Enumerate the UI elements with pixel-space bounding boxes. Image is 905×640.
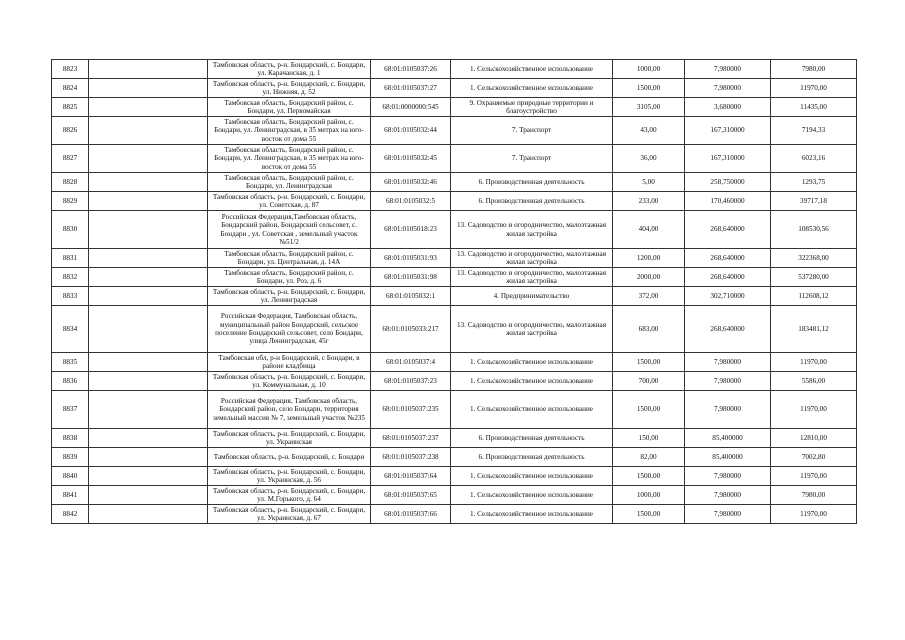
blank-cell bbox=[89, 467, 208, 486]
address-cell: Тамбовская область, р-н. Бондарский, с. Бондари, ул. Ленинградская bbox=[208, 287, 371, 306]
cadastral-number-cell: 68:01:0105037:237 bbox=[371, 429, 451, 448]
area-cell: 1000,00 bbox=[613, 486, 685, 505]
area-cell: 1500,00 bbox=[613, 391, 685, 429]
land-use-cell: 6. Производственная деятельность bbox=[451, 192, 613, 211]
land-use-cell: 4. Предпринимательство bbox=[451, 287, 613, 306]
row-number: 8835 bbox=[52, 353, 89, 372]
table-row bbox=[52, 145, 857, 173]
address-cell: Тамбовская область, р-н. Бондарский, с. Бондари, ул. М.Горького, д. 64 bbox=[208, 486, 371, 505]
blank-cell bbox=[89, 173, 208, 192]
cadastral-number-cell: 68:01:0105037:23 bbox=[371, 372, 451, 391]
blank-cell bbox=[89, 306, 208, 353]
cadastral-value-cell: 7194,33 bbox=[771, 117, 857, 145]
area-cell: 1500,00 bbox=[613, 353, 685, 372]
address-cell: Тамбовская область, Бондарский район, с. Бондари, ул. Ленинградская, в 35 метрах на юго-восток от дома 55 bbox=[208, 145, 371, 173]
address-cell: Тамбовская обл, р-н Бондарский, с Бондари, в районе кладбища bbox=[208, 353, 371, 372]
blank-cell bbox=[89, 249, 208, 268]
area-cell: 5,00 bbox=[613, 173, 685, 192]
row-number: 8831 bbox=[52, 249, 89, 268]
unit-value-cell: 302,710000 bbox=[685, 287, 771, 306]
cadastral-value-cell: 112608,12 bbox=[771, 287, 857, 306]
unit-value-cell: 7,980000 bbox=[685, 391, 771, 429]
cadastral-value-cell: 11970,00 bbox=[771, 505, 857, 524]
area-cell: 683,00 bbox=[613, 306, 685, 353]
land-use-cell: 7. Транспорт bbox=[451, 145, 613, 173]
unit-value-cell: 167,310000 bbox=[685, 117, 771, 145]
unit-value-cell: 268,640000 bbox=[685, 268, 771, 287]
address-cell: Тамбовская область, р-н. Бондарский, с. Бондари, ул. Советская, д. 87 bbox=[208, 192, 371, 211]
blank-cell bbox=[89, 145, 208, 173]
land-use-cell: 13. Садоводство и огородничество, малоэтажная жилая застройка bbox=[451, 249, 613, 268]
cadastral-value-cell: 11970,00 bbox=[771, 391, 857, 429]
land-use-cell: 6. Производственная деятельность bbox=[451, 429, 613, 448]
row-number: 8841 bbox=[52, 486, 89, 505]
cadastral-number-cell: 68:01:0105037:66 bbox=[371, 505, 451, 524]
cadastral-value-cell: 7980,00 bbox=[771, 486, 857, 505]
cadastral-value-cell: 11435,00 bbox=[771, 98, 857, 117]
unit-value-cell: 85,400000 bbox=[685, 429, 771, 448]
table-row bbox=[52, 467, 857, 486]
table-row bbox=[52, 306, 857, 353]
table-row bbox=[52, 391, 857, 429]
cadastral-number-cell: 68:01:0105033:217 bbox=[371, 306, 451, 353]
row-number: 8823 bbox=[52, 60, 89, 79]
blank-cell bbox=[89, 287, 208, 306]
row-number: 8840 bbox=[52, 467, 89, 486]
area-cell: 372,00 bbox=[613, 287, 685, 306]
address-cell: Тамбовская область, р-н. Бондарский, с. Бондари, ул. Карачанская, д. 1 bbox=[208, 60, 371, 79]
land-use-cell: 1. Сельскохозяйственное использование bbox=[451, 391, 613, 429]
table-row bbox=[52, 192, 857, 211]
row-number: 8834 bbox=[52, 306, 89, 353]
cadastral-number-cell: 68:01:0105032:1 bbox=[371, 287, 451, 306]
cadastral-value-cell: 7980,00 bbox=[771, 60, 857, 79]
land-use-cell: 1. Сельскохозяйственное использование bbox=[451, 60, 613, 79]
land-use-cell: 1. Сельскохозяйственное использование bbox=[451, 505, 613, 524]
row-number: 8832 bbox=[52, 268, 89, 287]
area-cell: 404,00 bbox=[613, 211, 685, 249]
address-cell: Российская Федерация,Тамбовская область, Бондарский район, Бондарский сельсовет, с. Бондари , ул. Советская , земельный участок №51/2 bbox=[208, 211, 371, 249]
cadastral-value-table bbox=[51, 59, 857, 524]
table-row bbox=[52, 249, 857, 268]
unit-value-cell: 268,640000 bbox=[685, 249, 771, 268]
area-cell: 2000,00 bbox=[613, 268, 685, 287]
address-cell: Тамбовская область, Бондарский район, с. Бондари, ул. Центральная, д. 14А bbox=[208, 249, 371, 268]
address-cell: Тамбовская область, р-н. Бондарский, с. Бондари, ул. Украинская, д. 67 bbox=[208, 505, 371, 524]
cadastral-value-cell: 5586,00 bbox=[771, 372, 857, 391]
row-number: 8826 bbox=[52, 117, 89, 145]
cadastral-value-cell: 11970,00 bbox=[771, 79, 857, 98]
address-cell: Российская Федерация, Тамбовская область, муниципальный район Бондарский, сельское поселение Бондарский сельсовет, село Бондари, улица Ленинградская, 45г bbox=[208, 306, 371, 353]
area-cell: 1000,00 bbox=[613, 60, 685, 79]
unit-value-cell: 7,980000 bbox=[685, 79, 771, 98]
address-cell: Российская Федерация, Тамбовская область, Бондарский район, село Бондари, территория земельный массив № 7, земельный участок №235 bbox=[208, 391, 371, 429]
row-number: 8825 bbox=[52, 98, 89, 117]
blank-cell bbox=[89, 79, 208, 98]
table-row bbox=[52, 505, 857, 524]
cadastral-value-cell: 108530,56 bbox=[771, 211, 857, 249]
land-use-cell: 1. Сельскохозяйственное использование bbox=[451, 372, 613, 391]
cadastral-number-cell: 68:01:0105031:93 bbox=[371, 249, 451, 268]
address-cell: Тамбовская область, Бондарский район, с. Бондари, ул. Ленинградская, в 35 метрах на юго-восток от дома 55 bbox=[208, 117, 371, 145]
unit-value-cell: 7,980000 bbox=[685, 372, 771, 391]
table-row bbox=[52, 211, 857, 249]
land-use-cell: 1. Сельскохозяйственное использование bbox=[451, 79, 613, 98]
cadastral-number-cell: 68:01:0105037:27 bbox=[371, 79, 451, 98]
address-cell: Тамбовская область, Бондарский район, с. Бондари, ул. Роз, д. 6 bbox=[208, 268, 371, 287]
unit-value-cell: 7,980000 bbox=[685, 353, 771, 372]
row-number: 8837 bbox=[52, 391, 89, 429]
address-cell: Тамбовская область, р-н. Бондарский, с. Бондари bbox=[208, 448, 371, 467]
cadastral-value-cell: 12810,00 bbox=[771, 429, 857, 448]
area-cell: 43,00 bbox=[613, 117, 685, 145]
land-use-cell: 13. Садоводство и огородничество, малоэтажная жилая застройка bbox=[451, 211, 613, 249]
address-cell: Тамбовская область, р-н. Бондарский, с. Бондари, ул. Украинская, д. 56 bbox=[208, 467, 371, 486]
cadastral-number-cell: 68:01:0105037:64 bbox=[371, 467, 451, 486]
cadastral-value-cell: 39717,18 bbox=[771, 192, 857, 211]
address-cell: Тамбовская область, р-н. Бондарский, с. Бондари, ул. Нижняя, д. 52 bbox=[208, 79, 371, 98]
area-cell: 36,00 bbox=[613, 145, 685, 173]
unit-value-cell: 268,640000 bbox=[685, 306, 771, 353]
row-number: 8836 bbox=[52, 372, 89, 391]
cadastral-value-cell: 1293,75 bbox=[771, 173, 857, 192]
row-number: 8842 bbox=[52, 505, 89, 524]
row-number: 8833 bbox=[52, 287, 89, 306]
area-cell: 1500,00 bbox=[613, 505, 685, 524]
cadastral-number-cell: 68:01:0105037:26 bbox=[371, 60, 451, 79]
cadastral-value-cell: 11970,00 bbox=[771, 353, 857, 372]
row-number: 8828 bbox=[52, 173, 89, 192]
table-row bbox=[52, 173, 857, 192]
table-row bbox=[52, 79, 857, 98]
row-number: 8824 bbox=[52, 79, 89, 98]
unit-value-cell: 170,460000 bbox=[685, 192, 771, 211]
cadastral-number-cell: 68:01:0105032:46 bbox=[371, 173, 451, 192]
cadastral-value-cell: 537280,00 bbox=[771, 268, 857, 287]
area-cell: 1500,00 bbox=[613, 79, 685, 98]
blank-cell bbox=[89, 60, 208, 79]
cadastral-number-cell: 68:01:0105037:238 bbox=[371, 448, 451, 467]
land-use-cell: 6. Производственная деятельность bbox=[451, 173, 613, 192]
land-use-cell: 1. Сельскохозяйственное использование bbox=[451, 486, 613, 505]
blank-cell bbox=[89, 117, 208, 145]
blank-cell bbox=[89, 505, 208, 524]
blank-cell bbox=[89, 98, 208, 117]
cadastral-value-cell: 322368,00 bbox=[771, 249, 857, 268]
area-cell: 1500,00 bbox=[613, 467, 685, 486]
area-cell: 1200,00 bbox=[613, 249, 685, 268]
area-cell: 82,00 bbox=[613, 448, 685, 467]
blank-cell bbox=[89, 192, 208, 211]
row-number: 8838 bbox=[52, 429, 89, 448]
land-use-cell: 1. Сельскохозяйственное использование bbox=[451, 353, 613, 372]
land-use-cell: 7. Транспорт bbox=[451, 117, 613, 145]
unit-value-cell: 3,680000 bbox=[685, 98, 771, 117]
land-use-cell: 13. Садоводство и огородничество, малоэтажная жилая застройка bbox=[451, 306, 613, 353]
cadastral-number-cell: 68:01:0105037:4 bbox=[371, 353, 451, 372]
table-row bbox=[52, 448, 857, 467]
table-row bbox=[52, 353, 857, 372]
cadastral-number-cell: 68:01:0105032:44 bbox=[371, 117, 451, 145]
cadastral-value-cell: 7002,80 bbox=[771, 448, 857, 467]
area-cell: 3105,00 bbox=[613, 98, 685, 117]
row-number: 8829 bbox=[52, 192, 89, 211]
table-row bbox=[52, 98, 857, 117]
unit-value-cell: 7,980000 bbox=[685, 486, 771, 505]
cadastral-number-cell: 68:01:0000000:545 bbox=[371, 98, 451, 117]
land-use-cell: 6. Производственная деятельность bbox=[451, 448, 613, 467]
table-body bbox=[52, 60, 857, 524]
address-cell: Тамбовская область, Бондарский район, с. Бондари, ул. Первомайская bbox=[208, 98, 371, 117]
table-row bbox=[52, 287, 857, 306]
row-number: 8839 bbox=[52, 448, 89, 467]
table-row bbox=[52, 372, 857, 391]
cadastral-number-cell: 68:01:0105037:235 bbox=[371, 391, 451, 429]
unit-value-cell: 167,310000 bbox=[685, 145, 771, 173]
cadastral-value-cell: 11970,00 bbox=[771, 467, 857, 486]
table-row bbox=[52, 268, 857, 287]
unit-value-cell: 258,750000 bbox=[685, 173, 771, 192]
unit-value-cell: 7,980000 bbox=[685, 467, 771, 486]
cadastral-number-cell: 68:01:0105032:45 bbox=[371, 145, 451, 173]
unit-value-cell: 85,400000 bbox=[685, 448, 771, 467]
address-cell: Тамбовская область, Бондарский район, с. Бондари, ул. Ленинградская bbox=[208, 173, 371, 192]
cadastral-value-cell: 6023,16 bbox=[771, 145, 857, 173]
row-number: 8827 bbox=[52, 145, 89, 173]
cadastral-number-cell: 68:01:0105032:5 bbox=[371, 192, 451, 211]
blank-cell bbox=[89, 353, 208, 372]
blank-cell bbox=[89, 391, 208, 429]
cadastral-number-cell: 68:01:0105031:98 bbox=[371, 268, 451, 287]
land-use-cell: 13. Садоводство и огородничество, малоэтажная жилая застройка bbox=[451, 268, 613, 287]
cadastral-value-cell: 183481,12 bbox=[771, 306, 857, 353]
unit-value-cell: 268,640000 bbox=[685, 211, 771, 249]
unit-value-cell: 7,980000 bbox=[685, 505, 771, 524]
area-cell: 150,00 bbox=[613, 429, 685, 448]
table-row bbox=[52, 486, 857, 505]
blank-cell bbox=[89, 486, 208, 505]
blank-cell bbox=[89, 372, 208, 391]
land-use-cell: 1. Сельскохозяйственное использование bbox=[451, 467, 613, 486]
unit-value-cell: 7,980000 bbox=[685, 60, 771, 79]
address-cell: Тамбовская область, р-н. Бондарский, с. Бондари, ул. Украинская bbox=[208, 429, 371, 448]
area-cell: 700,00 bbox=[613, 372, 685, 391]
cadastral-number-cell: 68:01:0105018:23 bbox=[371, 211, 451, 249]
table-row bbox=[52, 429, 857, 448]
blank-cell bbox=[89, 429, 208, 448]
table-row bbox=[52, 60, 857, 79]
row-number: 8830 bbox=[52, 211, 89, 249]
table-row bbox=[52, 117, 857, 145]
blank-cell bbox=[89, 211, 208, 249]
address-cell: Тамбовская область, р-н. Бондарский, с. Бондари, ул. Коммунальная, д. 10 bbox=[208, 372, 371, 391]
cadastral-number-cell: 68:01:0105037:65 bbox=[371, 486, 451, 505]
area-cell: 233,00 bbox=[613, 192, 685, 211]
land-use-cell: 9. Охраняемые природные территории и благоустройство bbox=[451, 98, 613, 117]
blank-cell bbox=[89, 268, 208, 287]
blank-cell bbox=[89, 448, 208, 467]
